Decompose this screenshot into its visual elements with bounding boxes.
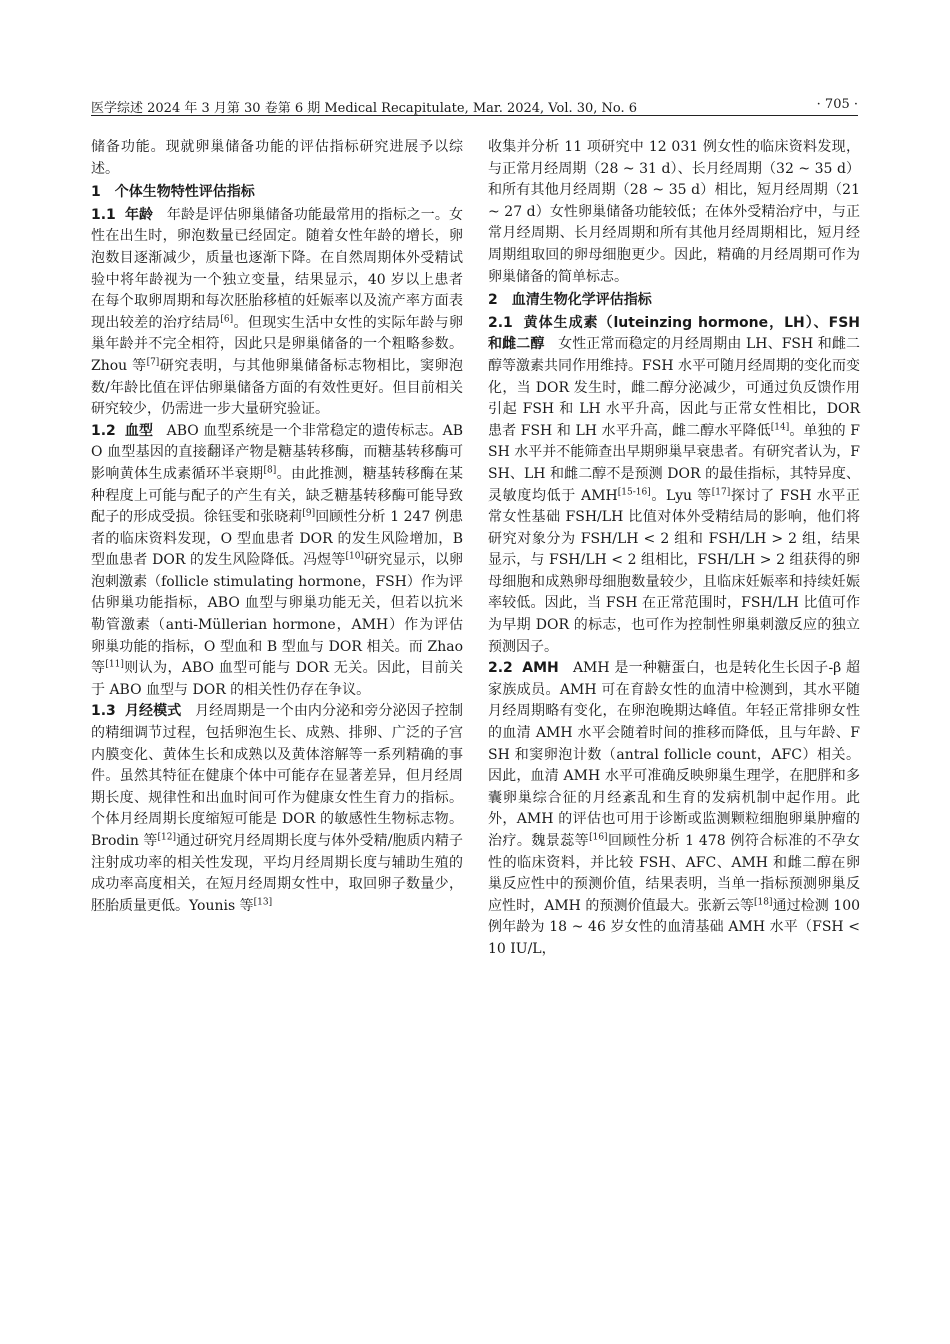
paragraph-text: 研究表明，与其他卵巢储备标志物相比，窦卵泡数/年龄比值在评估卵巢储备方面的有效性更好。但目前相关研究较少，仍需进一步大量研究验证。: [91, 357, 463, 418]
citation: [17]: [711, 486, 731, 497]
section-2-2-paragraph: [488, 658, 860, 960]
citation: [7]: [146, 357, 160, 368]
subsection-title: 黄体生成素（luteinzing hormone，LH）、FSH 和雌二醇: [488, 314, 860, 353]
subsection-number: 2.1: [488, 314, 513, 331]
paragraph-text: 回顾性分析 1 247 例患者的临床资料发现，O 型血患者 DOR 的发生风险增加，B 型血患者 DOR 的发生风险降低。冯煜等: [91, 509, 463, 569]
citation: [15-16]: [617, 486, 651, 497]
paragraph-text: 月经周期是一个由内分泌和旁分泌因子控制的精细调节过程，包括卵泡生长、成熟、排卵、广泛的子宫内膜变化、黄体生长和成熟以及黄体溶解等一系列精确的事件。虽然其特征在健康个体中可能存在显著差异，但月经周期长度、规律性和出血时间可作为健康女性生育力的指标。个体月经周期长度缩短可能是 DOR 的敏感性生物标志物。Brodin 等: [91, 703, 464, 849]
section-1-heading: 1 个体生物特性评估指标: [91, 184, 255, 201]
section-1-1-paragraph: [91, 205, 463, 421]
subsection-number: 2.2: [488, 660, 513, 677]
subsection-number: 1.1: [91, 206, 116, 223]
paragraph-text: 。但现实生活中女性的实际年龄与卵巢年龄并不完全相符，因此只是卵巢储备的一个粗略参数。Zhou 等: [91, 314, 464, 374]
subsection-title: 血型: [124, 422, 154, 439]
citation: [16]: [589, 832, 608, 843]
subsection-title: 月经模式: [124, 703, 182, 720]
section-2-1-paragraph: [488, 313, 860, 659]
citation: [14]: [770, 422, 790, 433]
subsection-number: 1.2: [91, 422, 116, 439]
citation: [8]: [263, 465, 277, 476]
citation: [18]: [754, 897, 773, 908]
subsection-title: AMH: [522, 660, 559, 677]
paragraph-text: 收集并分析 11 项研究中 12 031 例女性的临床资料发现，与正常月经周期（28 ~ 31 d）、长月经周期（32 ~ 35 d）和所有其他月经周期（28 ~ 35 d）相比，短月经周期（21 ~ 27 d）女性卵巢储备功能较低；在体外受精治疗中，与正常月经周期、长月经周期和所有其他月经周期相比，短月经周期组取回的卵母细胞更少。因此，精确的月经周期可作为卵巢储备的简单标志。: [488, 139, 860, 285]
paragraph-text: 探讨了 FSH 水平正常女性基础 FSH/LH 比值对体外受精结局的影响，他们将研究对象分为 FSH/LH < 2 组和 FSH/LH > 2 组，结果显示，与 FSH/LH < 2 组相比，FSH/LH > 2 组获得的卵母细胞和成熟卵母细胞数量较少，且临床妊娠率和持续妊娠率较低。因此，当 FSH 在正常范围时，FSH/LH 比值可作为早期 DOR 的标志，也可作为控制性卵巢刺激反应的独立预测因子。: [488, 487, 860, 655]
citation: [6]: [220, 314, 234, 325]
paragraph-text: 通过研究月经周期长度与体外受精/胞质内精子注射成功率的相关性发现，平均月经周期长度与辅助生殖的成功率高度相关，在短月经周期女性中，取回卵子数量少，胚胎质量更低。Younis 等: [91, 833, 463, 914]
section-2-heading: 2 血清生物化学评估指标: [488, 292, 652, 309]
citation: [10]: [345, 551, 365, 562]
paragraph-text: 研究显示，以卵泡刺激素（follicle stimulating hormone，FSH）作为评估卵巢功能指标，ABO 血型与卵巢功能无关，但若以抗米勒管激素（anti-Müllerian hormone，AMH）作为评估卵巢功能的指标，O 型血和 B 型血与 DOR 相关。而 Zhao 等: [91, 552, 463, 677]
continued-paragraph: [488, 137, 860, 288]
left-column: [91, 137, 463, 917]
paragraph-text: ABO 血型系统是一个非常稳定的遗传标志。ABO 血型基因的直接翻译产物是糖基转移酶，而糖基转移酶可影响黄体生成素循环半衰期: [91, 422, 464, 482]
page-number: · 705 ·: [816, 97, 858, 112]
section-1-3-paragraph: [91, 701, 463, 917]
paragraph-text: 女性正常而稳定的月经周期由 LH、FSH 和雌二醇等激素共同作用维持。FSH 水平可随月经周期的变化而变化，当 DOR 发生时，雌二醇分泌减少，可通过负反馈作用引起 FSH 和 LH 水平升高，因此与正常女性相比，DOR 患者 FSH 和 LH 水平升高，雌二醇水平降低: [488, 336, 860, 439]
citation: [13]: [253, 897, 273, 908]
citation: [11]: [105, 659, 124, 670]
intro-text: 储备功能。现就卵巢储备功能的评估指标研究进展予以综述。: [91, 139, 463, 177]
paragraph-text: 年龄是评估卵巢储备功能最常用的指标之一。女性在出生时，卵泡数量已经固定。随着女性年龄的增长，卵泡数目逐渐减少，质量也逐渐下降。在自然周期体外受精试验中将年龄视为一个独立变量，结果显示，40 岁以上患者在每个取卵周期和每次胚胎移植的妊娠率以及流产率方面表现出较差的治疗结局: [91, 206, 464, 331]
paragraph-text: 。Lyu 等: [650, 487, 712, 504]
subsection-number: 1.3: [91, 703, 116, 720]
paragraph-text: 则认为，ABO 血型可能与 DOR 无关。因此，目前关于 ABO 血型与 DOR 的相关性仍存在争议。: [91, 660, 464, 698]
paragraph-text: 。单独的 FSH 水平并不能筛查出早期卵巢早衰患者。有研究者认为，FSH、LH 和雌二醇不是预测 DOR 的最佳指标，其特异度、灵敏度均低于 AMH: [488, 422, 860, 504]
subsection-title: 年龄: [124, 206, 154, 223]
intro-paragraph: [91, 137, 463, 180]
journal-citation: 医学综述 2024 年 3 月第 30 卷第 6 期 Medical Recapitulate, Mar. 2024, Vol. 30, No. 6: [91, 101, 638, 116]
running-header: [91, 95, 858, 116]
paragraph-text: AMH 是一种糖蛋白，也是转化生长因子-β 超家族成员。AMH 可在育龄女性的血清中检测到，其水平随月经周期略有变化，在卵泡晚期达峰值。年轻正常排卵女性的血清 AMH 水平会随着时间的推移而降低，且与年龄、FSH 和窦卵泡计数（antral follicle count，AFC）相关。因此，血清 AMH 水平可准确反映卵巢生理学，在肥胖和多囊卵巢综合征的月经紊乱和生育的发病机制中起作用。此外，AMH 的评估也可用于诊断或监测颗粒细胞卵巢肿瘤的治疗。魏景蕊等: [488, 660, 860, 849]
right-column: [488, 137, 860, 961]
section-1-2-paragraph: [91, 421, 463, 702]
paragraph-text: 通过检测 100 例年龄为 18 ~ 46 岁女性的血清基础 AMH 水平（FSH < 10 IU/L，: [488, 897, 861, 957]
citation: [9]: [302, 508, 316, 519]
paragraph-text: 回顾性分析 1 478 例符合标准的不孕女性的临床资料，并比较 FSH、AFC、AMH 和雌二醇在卵巢反应性中的预测价值，结果表明，当单一指标预测卵巢反应性时，AMH 的预测价值最大。张新云等: [488, 833, 861, 914]
paragraph-text: 。由此推测，糖基转移酶在某种程度上可能与配子的产生有关，缺乏糖基转移酶可能导致配子的形成受损。徐钰雯和张晓莉: [91, 465, 464, 526]
citation: [12]: [157, 832, 177, 843]
